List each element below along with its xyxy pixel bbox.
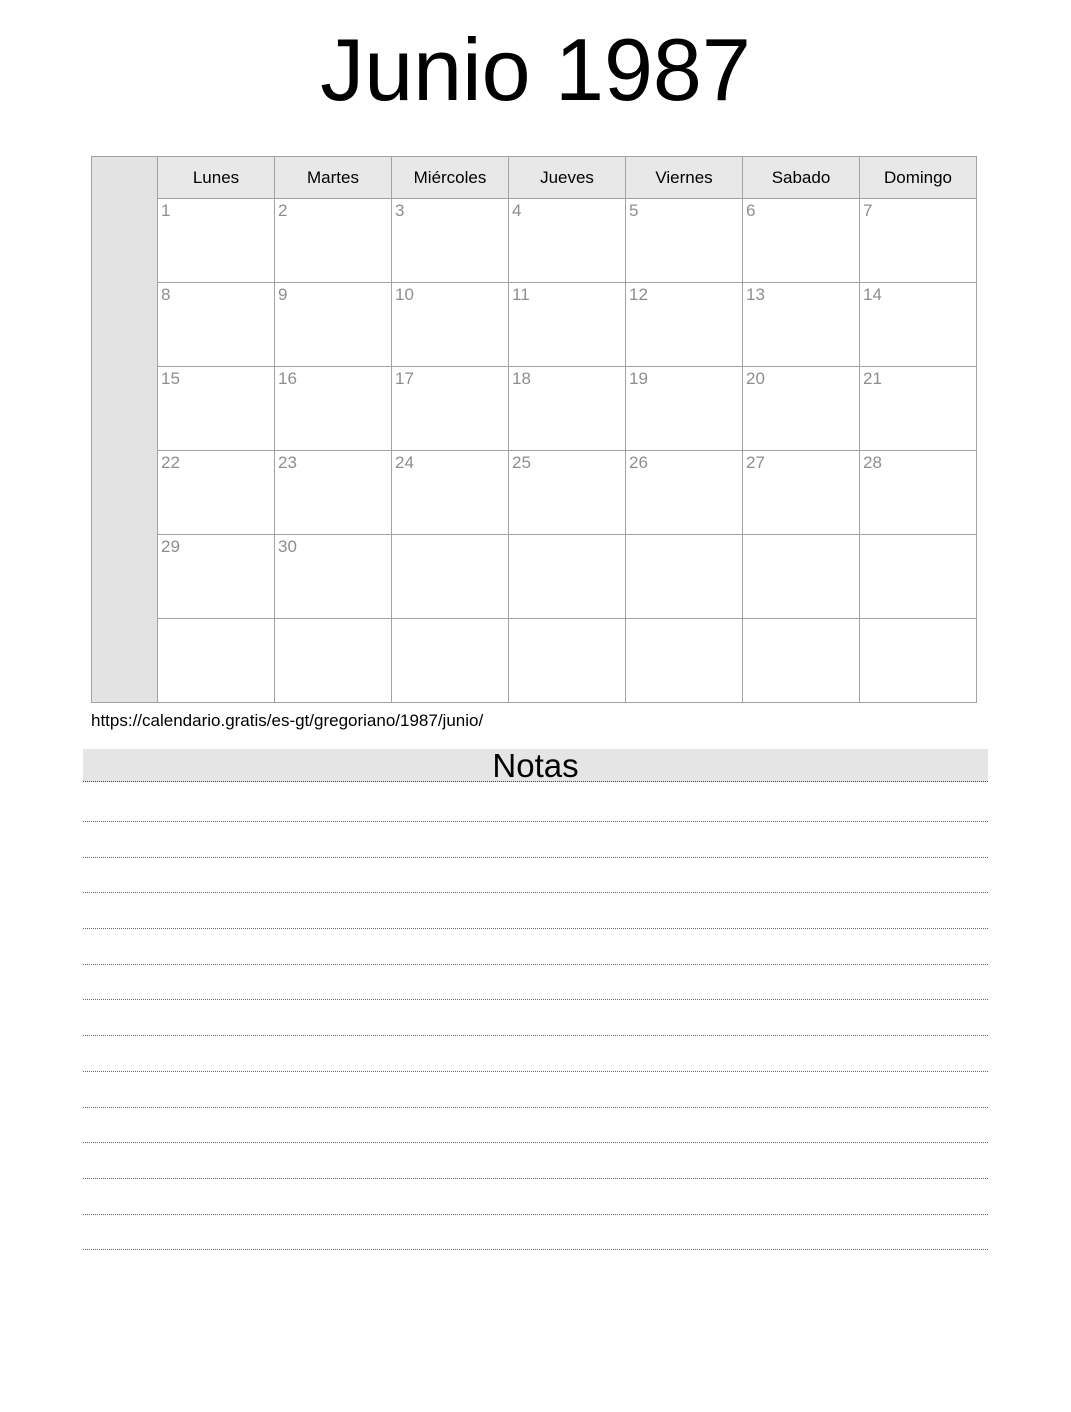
page-title: Junio 1987 xyxy=(320,20,751,119)
day-cell xyxy=(626,535,743,619)
day-cell xyxy=(626,619,743,703)
week-row xyxy=(92,451,977,535)
notes-section xyxy=(83,782,988,1250)
notes-line xyxy=(83,1179,988,1215)
weekday-header: Miércoles xyxy=(392,157,509,199)
weekday-header-row xyxy=(92,157,977,199)
day-cell: 21 xyxy=(860,367,977,451)
day-cell xyxy=(158,619,275,703)
notes-line xyxy=(83,1108,988,1144)
weekday-header: Sabado xyxy=(743,157,860,199)
day-cell: 19 xyxy=(626,367,743,451)
weekday-header: Lunes xyxy=(158,157,275,199)
weekday-header: Viernes xyxy=(626,157,743,199)
weekday-header: Martes xyxy=(275,157,392,199)
notes-line xyxy=(83,822,988,858)
day-cell: 8 xyxy=(158,283,275,367)
day-cell: 30 xyxy=(275,535,392,619)
day-cell: 5 xyxy=(626,199,743,283)
day-cell: 28 xyxy=(860,451,977,535)
notes-line xyxy=(83,1072,988,1108)
day-cell xyxy=(392,535,509,619)
week-row xyxy=(92,283,977,367)
notes-line xyxy=(83,1143,988,1179)
day-cell xyxy=(743,619,860,703)
weekday-header: Domingo xyxy=(860,157,977,199)
calendar-page xyxy=(0,20,1071,1250)
calendar-table xyxy=(91,156,977,703)
notes-line xyxy=(83,782,988,822)
notes-line xyxy=(83,929,988,965)
week-row xyxy=(92,535,977,619)
week-row xyxy=(92,367,977,451)
week-row xyxy=(92,199,977,283)
day-cell: 24 xyxy=(392,451,509,535)
day-cell: 12 xyxy=(626,283,743,367)
day-cell: 17 xyxy=(392,367,509,451)
weekday-header: Jueves xyxy=(509,157,626,199)
notes-line xyxy=(83,858,988,894)
day-cell: 26 xyxy=(626,451,743,535)
notes-line xyxy=(83,893,988,929)
day-cell: 11 xyxy=(509,283,626,367)
notes-line xyxy=(83,1036,988,1072)
day-cell: 7 xyxy=(860,199,977,283)
day-cell xyxy=(509,535,626,619)
day-cell xyxy=(275,619,392,703)
side-column xyxy=(92,157,158,703)
day-cell: 14 xyxy=(860,283,977,367)
day-cell: 22 xyxy=(158,451,275,535)
day-cell xyxy=(743,535,860,619)
day-cell: 9 xyxy=(275,283,392,367)
notes-header-label: Notas xyxy=(492,747,579,784)
day-cell: 27 xyxy=(743,451,860,535)
day-cell: 29 xyxy=(158,535,275,619)
day-cell: 18 xyxy=(509,367,626,451)
day-cell: 4 xyxy=(509,199,626,283)
day-cell xyxy=(392,619,509,703)
day-cell: 25 xyxy=(509,451,626,535)
day-cell: 13 xyxy=(743,283,860,367)
notes-header xyxy=(83,749,988,782)
day-cell: 20 xyxy=(743,367,860,451)
day-cell: 6 xyxy=(743,199,860,283)
day-cell: 1 xyxy=(158,199,275,283)
day-cell: 3 xyxy=(392,199,509,283)
day-cell xyxy=(860,535,977,619)
notes-line xyxy=(83,965,988,1001)
day-cell: 2 xyxy=(275,199,392,283)
day-cell: 23 xyxy=(275,451,392,535)
day-cell: 16 xyxy=(275,367,392,451)
notes-line xyxy=(83,1000,988,1036)
day-cell xyxy=(509,619,626,703)
week-row xyxy=(92,619,977,703)
day-cell xyxy=(860,619,977,703)
day-cell: 15 xyxy=(158,367,275,451)
notes-line xyxy=(83,1215,988,1251)
day-cell: 10 xyxy=(392,283,509,367)
source-url: https://calendario.gratis/es-gt/gregoriano/1987/junio/ xyxy=(91,711,484,730)
